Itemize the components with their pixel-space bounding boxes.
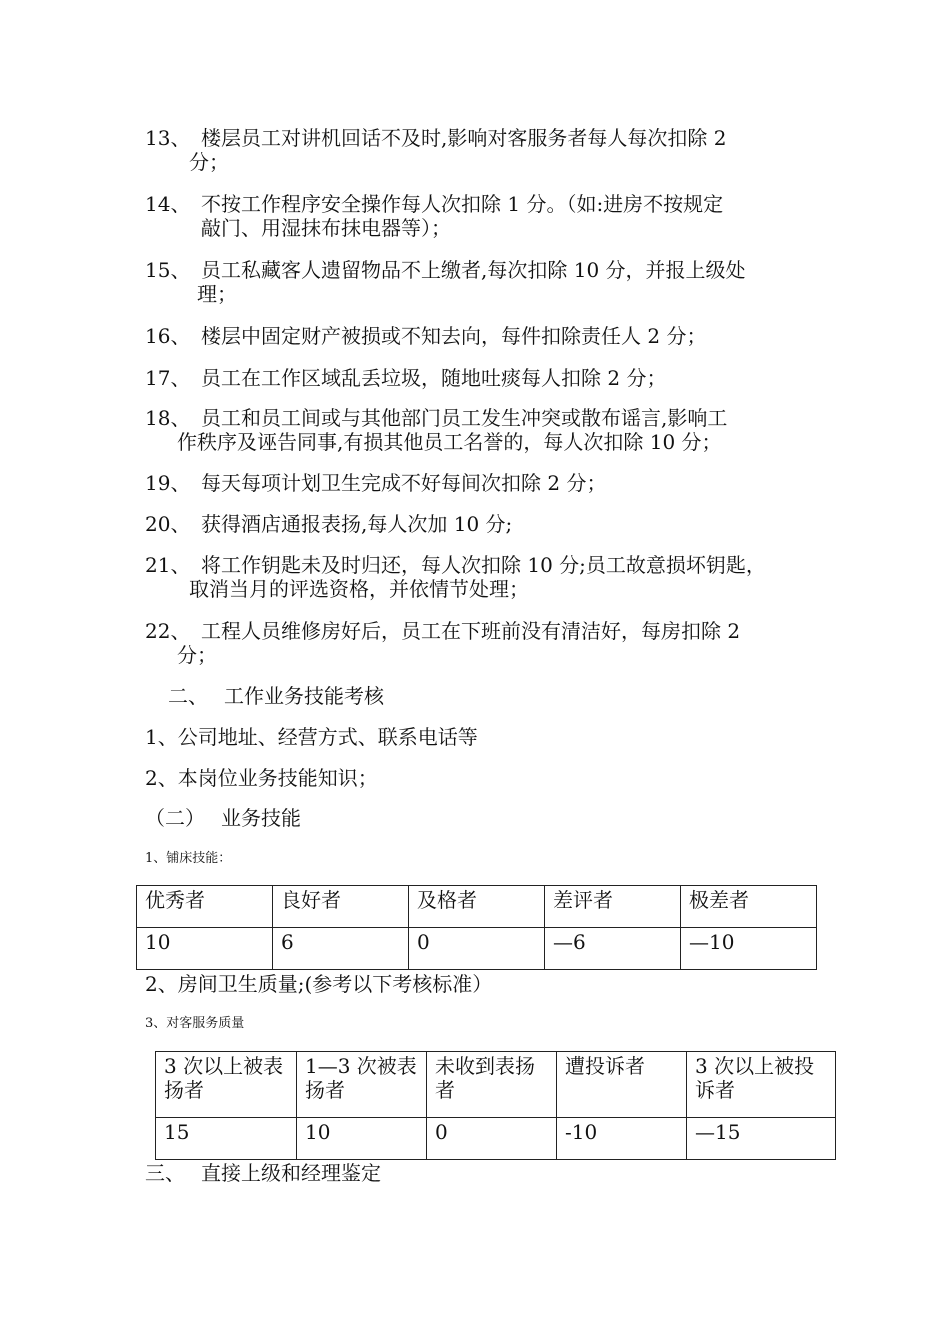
rule-number: 13、 [145, 126, 191, 150]
section-title: 工作业务技能考核 [224, 684, 384, 708]
rule-20 [145, 512, 825, 536]
table-header-cell: 及格者 [409, 886, 545, 928]
section-2-heading [168, 684, 384, 708]
table-cell: —6 [545, 928, 681, 970]
table-header-cell: 3 次以上被表扬者 [156, 1052, 297, 1118]
rule-text: 楼层中固定财产被损或不知去向，每件扣除责任人 2 分； [201, 324, 707, 348]
service-quality-label: 3、对客服务质量 [145, 1016, 245, 1031]
rule-16 [145, 324, 825, 348]
rule-17 [145, 366, 825, 390]
table-header-cell: 遭投诉者 [557, 1052, 687, 1118]
table-header-cell: 极差者 [681, 886, 817, 928]
rule-18 [145, 406, 825, 454]
section-number: 二、 [168, 684, 208, 708]
subsection-heading [145, 806, 301, 830]
rule-text-continued: 取消当月的评选资格，并依情节处理； [189, 577, 529, 601]
rule-text: 将工作钥匙未及时归还，每人次扣除 10 分;员工故意损坏钥匙， [201, 553, 766, 577]
table-cell: —10 [681, 928, 817, 970]
table-header-cell: 优秀者 [137, 886, 273, 928]
bedmaking-label: 1、铺床技能： [145, 851, 232, 866]
rule-number: 18、 [145, 406, 191, 430]
bedmaking-score-table [136, 885, 817, 970]
section-number: 三、 [145, 1161, 185, 1185]
table-cell: —15 [687, 1118, 836, 1160]
rule-number: 14、 [145, 192, 191, 216]
table-cell: 10 [297, 1118, 427, 1160]
section-3-heading [145, 1161, 381, 1185]
rule-text: 不按工作程序安全操作每人次扣除 1 分。（如:进房不按规定 [201, 192, 724, 216]
rule-text-continued: 分； [177, 643, 217, 667]
rule-number: 20、 [145, 512, 191, 536]
rule-21 [145, 553, 825, 601]
table-header-cell: 差评者 [545, 886, 681, 928]
table-cell: -10 [557, 1118, 687, 1160]
room-quality-label: 2、房间卫生质量;(参考以下考核标准） [145, 972, 493, 996]
rule-number: 15、 [145, 258, 191, 282]
table-cell: 0 [409, 928, 545, 970]
table-cell: 15 [156, 1118, 297, 1160]
rule-number: 22、 [145, 619, 191, 643]
rule-text: 楼层员工对讲机回话不及时,影响对客服务者每人每次扣除 2 [201, 126, 727, 150]
rule-text-continued: 分； [189, 150, 229, 174]
table-cell: 10 [137, 928, 273, 970]
table-header-cell: 1—3 次被表扬者 [297, 1052, 427, 1118]
rule-number: 21、 [145, 553, 191, 577]
rule-text: 员工私藏客人遗留物品不上缴者,每次扣除 10 分，并报上级处 [201, 258, 746, 282]
service-score-table [155, 1051, 836, 1160]
rule-text-continued: 敲门、用湿抹布抹电器等）； [201, 216, 451, 240]
rule-text: 获得酒店通报表扬,每人次加 10 分; [201, 512, 513, 536]
item-skills-knowledge: 2、本岗位业务技能知识； [145, 766, 378, 790]
rule-19 [145, 471, 825, 495]
rule-22 [145, 619, 825, 667]
rule-text: 员工和员工间或与其他部门员工发生冲突或散布谣言,影响工 [201, 406, 728, 430]
rule-14 [145, 192, 825, 240]
rule-15 [145, 258, 825, 306]
table-row [156, 1118, 836, 1160]
subsection-title: 业务技能 [221, 806, 301, 830]
table-header-row [137, 886, 817, 928]
rule-text: 每天每项计划卫生完成不好每间次扣除 2 分； [201, 471, 607, 495]
rule-number: 17、 [145, 366, 191, 390]
rule-13 [145, 126, 825, 174]
table-cell: 6 [273, 928, 409, 970]
item-company-info: 1、公司地址、经营方式、联系电话等 [145, 725, 478, 749]
table-cell: 0 [427, 1118, 557, 1160]
table-header-cell: 3 次以上被投诉者 [687, 1052, 836, 1118]
table-header-cell: 良好者 [273, 886, 409, 928]
rule-text-continued: 理； [197, 282, 237, 306]
subsection-number: （二） [145, 806, 205, 830]
rule-text: 工程人员维修房好后，员工在下班前没有清洁好，每房扣除 2 [201, 619, 741, 643]
table-header-cell: 未收到表扬者 [427, 1052, 557, 1118]
rule-number: 19、 [145, 471, 191, 495]
section-title: 直接上级和经理鉴定 [201, 1161, 381, 1185]
rule-number: 16、 [145, 324, 191, 348]
rule-text-continued: 作秩序及诬告同事,有损其他员工名誉的，每人次扣除 10 分； [177, 430, 722, 454]
table-header-row [156, 1052, 836, 1118]
table-row [137, 928, 817, 970]
rule-text: 员工在工作区域乱丢垃圾，随地吐痰每人扣除 2 分； [201, 366, 667, 390]
